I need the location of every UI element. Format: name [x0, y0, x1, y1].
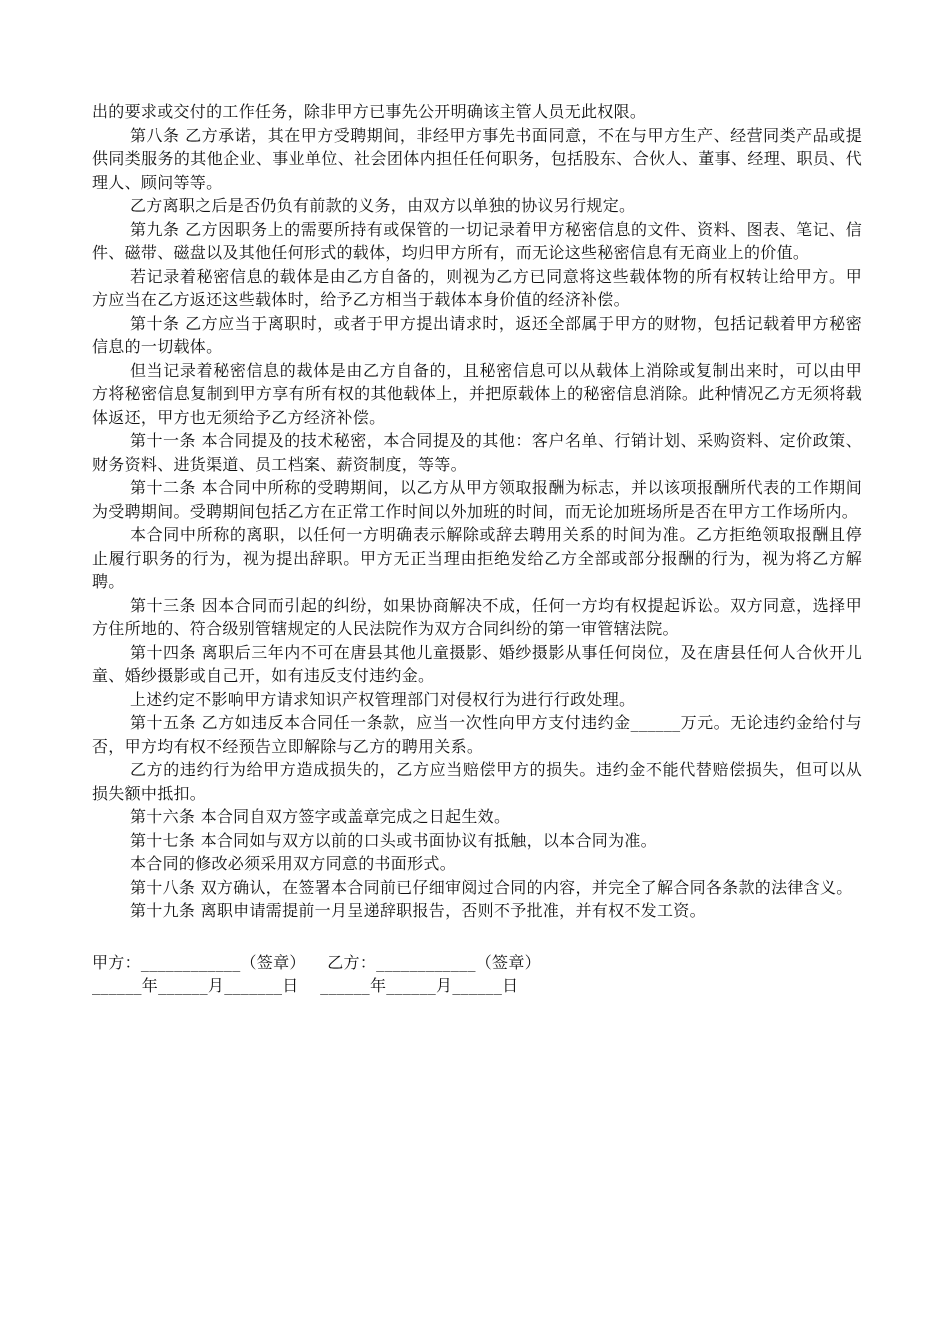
clause-17-supplement: 本合同的修改必须采用双方同意的书面形式。	[130, 854, 457, 873]
signature-party-line: 甲方：____________（签章） 乙方：____________（签章）	[92, 952, 541, 972]
clause-17: 第十七条 本合同如与双方以前的口头或书面协议有抵触，以本合同为准。	[130, 830, 657, 850]
contract-paragraph: 出的要求或交付的工作任务，除非甲方已事先公开明确该主管人员无此权限。	[92, 102, 647, 121]
clause-9: 第九条 乙方因职务上的需要所持有或保管的一切记录着甲方秘密信息的文件、资料、图表、笔记、信件、磁带、磁盘以及其他任何形式的载体，均归甲方所有，而无论这些秘密信息有无商业上的价值。	[92, 219, 862, 262]
clause-15: 第十五条 乙方如违反本合同任一条款，应当一次性向甲方支付违约金______万元。无论违约金给付与否，甲方均有权不经预告立即解除与乙方的聘用关系。	[92, 713, 862, 756]
clause-12-supplement: 本合同中所称的离职，以任何一方明确表示解除或辞去聘用关系的时间为准。乙方拒绝领取报酬且停止履行职务的行为，视为提出辞职。甲方无正当理由拒绝发给乙方全部或部分报酬的行为，视为将乙方解聘。	[92, 525, 862, 591]
clause-12: 第十二条 本合同中所称的受聘期间，以乙方从甲方领取报酬为标志，并以该项报酬所代表的工作期间为受聘期间。受聘期间包括乙方在正常工作时间以外加班的时间，而无论加班场所是否在甲方工作场所内。	[92, 478, 862, 521]
clause-9-supplement: 若记录着秘密信息的载体是由乙方自备的，则视为乙方已同意将这些载体物的所有权转让给甲方。甲方应当在乙方返还这些载体时，给予乙方相当于载体本身价值的经济补偿。	[92, 266, 862, 309]
clause-10: 第十条 乙方应当于离职时，或者于甲方提出请求时，返还全部属于甲方的财物，包括记载着甲方秘密信息的一切载体。	[92, 313, 862, 356]
clause-15-supplement: 乙方的违约行为给甲方造成损失的，乙方应当赔偿甲方的损失。违约金不能代替赔偿损失，但可以从损失额中抵扣。	[92, 760, 862, 803]
clause-14: 第十四条 离职后三年内不可在唐县其他儿童摄影、婚纱摄影从事任何岗位，及在唐县任何人合伙开儿童、婚纱摄影或自己开，如有违反支付违约金。	[92, 642, 862, 685]
clause-8: 第八条 乙方承诺，其在甲方受聘期间，非经甲方事先书面同意，不在与甲方生产、经营同类产品或提供同类服务的其他企业、事业单位、社会团体内担任任何职务，包括股东、合伙人、董事、经理、职员、代理人、顾问等等。	[92, 125, 862, 192]
clause-16: 第十六条 本合同自双方签字或盖章完成之日起生效。	[130, 807, 511, 826]
signature-block	[92, 951, 862, 998]
clause-8-supplement: 乙方离职之后是否仍负有前款的义务，由双方以单独的协议另行规定。	[130, 196, 636, 215]
signature-date-line: ______年______月_______日 ______年______月______日	[92, 976, 519, 995]
clause-14-supplement: 上述约定不影响甲方请求知识产权管理部门对侵权行为进行行政处理。	[130, 689, 636, 709]
clause-13: 第十三条 因本合同而引起的纠纷，如果协商解决不成，任何一方均有权提起诉讼。双方同意，选择甲方住所地的、符合级别管辖规定的人民法院作为双方合同纠纷的第一审管辖法院。	[92, 595, 862, 638]
clause-18: 第十八条 双方确认，在签署本合同前已仔细审阅过合同的内容，并完全了解合同各条款的法律含义。	[130, 877, 853, 897]
clause-10-supplement: 但当记录着秘密信息的裁体是由乙方自备的，且秘密信息可以从载体上消除或复制出来时，可以由甲方将秘密信息复制到甲方享有所有权的其他载体上，并把原载体上的秘密信息消除。此种情况乙方无须将载体返还，甲方也无须给予乙方经济补偿。	[92, 360, 862, 427]
contract-page	[92, 100, 862, 998]
clause-11: 第十一条 本合同提及的技术秘密，本合同提及的其他：客户名单、行销计划、采购资料、定价政策、财务资料、进货渠道、员工档案、薪资制度，等等。	[92, 431, 862, 474]
clause-19: 第十九条 离职申请需提前一月呈递辞职报告，否则不予批准，并有权不发工资。	[130, 901, 706, 920]
